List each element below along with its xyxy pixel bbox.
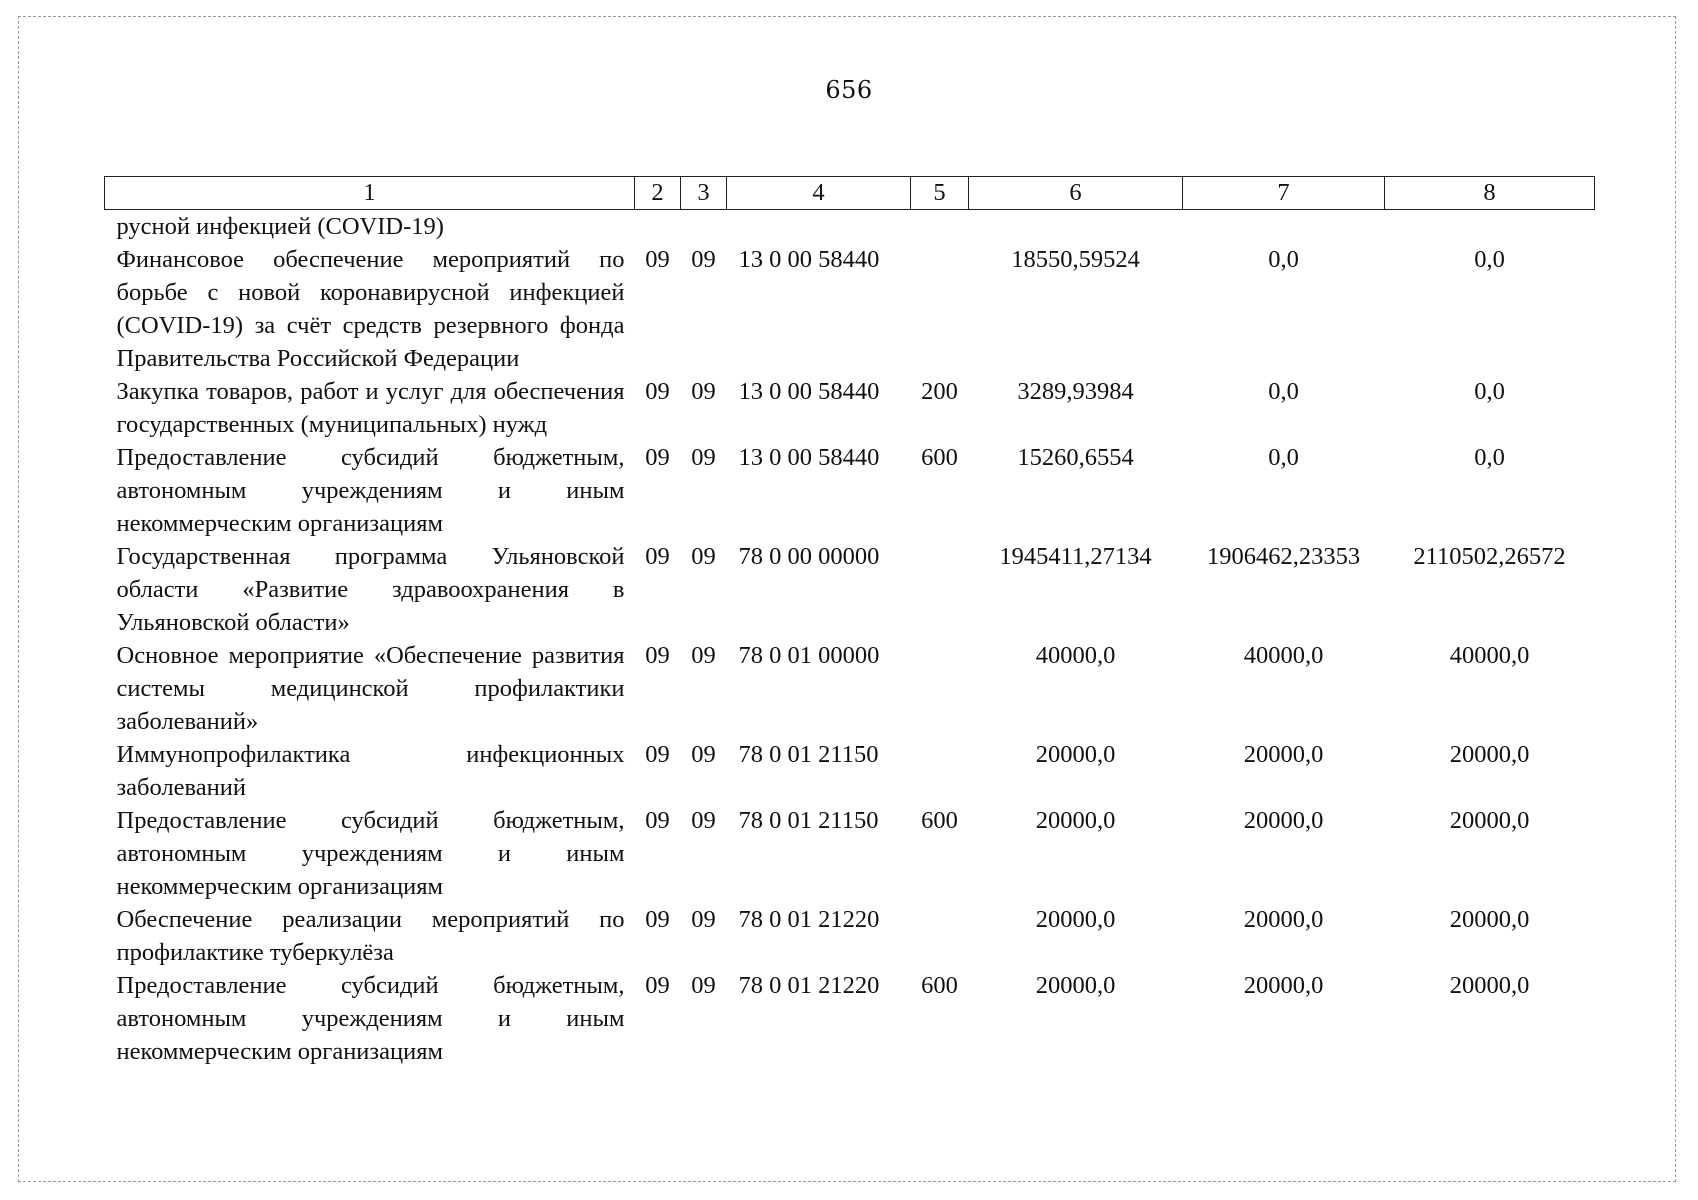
row-target-code: 78 0 01 21150 — [738, 807, 879, 834]
row-expense-type: 200 — [921, 378, 958, 405]
row-section: 09 — [645, 543, 670, 570]
row-target-code: 78 0 01 00000 — [738, 642, 880, 669]
page-number: 656 — [825, 76, 873, 104]
row-amount-6: 40000,0 — [1035, 642, 1116, 669]
row-name: Государственная программа Ульяновской области «Развитие здравоохранения в Ульяновской области» — [116, 543, 625, 636]
column-header-8: 8 — [1385, 177, 1595, 210]
row-name: Предоставление субсидий бюджетным, автономным учреждениям и иным некоммерческим организациям — [116, 444, 625, 537]
continuation-row — [105, 210, 1595, 244]
row-amount-6: 15260,6554 — [1017, 444, 1134, 471]
row-expense-type: 600 — [921, 444, 958, 471]
table-row — [105, 375, 1595, 441]
table-row — [105, 969, 1595, 1068]
table-row — [105, 738, 1595, 804]
column-header-3: 3 — [681, 177, 727, 210]
row-amount-8: 20000,0 — [1449, 741, 1530, 768]
table-row — [105, 441, 1595, 540]
row-amount-8: 2110502,26572 — [1413, 543, 1566, 570]
row-target-code: 78 0 00 00000 — [738, 543, 880, 570]
row-name: Основное мероприятие «Обеспечение развития системы медицинской профилактики заболеваний» — [116, 642, 625, 735]
row-subsection: 09 — [691, 741, 716, 768]
column-header-5: 5 — [911, 177, 969, 210]
row-amount-8: 20000,0 — [1449, 807, 1530, 834]
row-subsection: 09 — [691, 642, 716, 669]
table-row — [105, 540, 1595, 639]
row-subsection: 09 — [691, 543, 716, 570]
row-target-code: 78 0 01 21150 — [738, 741, 879, 768]
row-name: Предоставление субсидий бюджетным, автономным учреждениям и иным некоммерческим организациям — [116, 972, 625, 1065]
row-expense-type — [911, 540, 969, 639]
row-subsection: 09 — [691, 807, 716, 834]
row-section: 09 — [645, 246, 670, 273]
row-amount-8: 40000,0 — [1449, 642, 1530, 669]
row-amount-6: 20000,0 — [1035, 807, 1116, 834]
budget-table — [104, 176, 1595, 1068]
row-name: Предоставление субсидий бюджетным, автономным учреждениям и иным некоммерческим организациям — [116, 807, 625, 900]
table-row — [105, 903, 1595, 969]
row-target-code: 13 0 00 58440 — [738, 378, 880, 405]
row-amount-8: 20000,0 — [1449, 906, 1530, 933]
continuation-text: русной инфекцией (COVID-19) — [116, 213, 444, 240]
row-subsection: 09 — [691, 378, 716, 405]
row-section: 09 — [645, 972, 670, 999]
table-row — [105, 804, 1595, 903]
row-subsection: 09 — [691, 906, 716, 933]
row-section: 09 — [645, 906, 670, 933]
column-header-7: 7 — [1183, 177, 1385, 210]
row-amount-8: 0,0 — [1474, 444, 1505, 471]
table-row — [105, 639, 1595, 738]
header-row — [105, 177, 1595, 210]
row-subsection: 09 — [691, 972, 716, 999]
row-expense-type: 600 — [921, 972, 958, 999]
table-row — [105, 243, 1595, 375]
row-amount-6: 20000,0 — [1035, 741, 1116, 768]
column-header-4: 4 — [727, 177, 911, 210]
row-section: 09 — [645, 741, 670, 768]
row-target-code: 78 0 01 21220 — [738, 972, 880, 999]
row-subsection: 09 — [691, 444, 716, 471]
row-amount-6: 20000,0 — [1035, 972, 1116, 999]
row-section: 09 — [645, 807, 670, 834]
row-expense-type: 600 — [921, 807, 958, 834]
row-section: 09 — [645, 642, 670, 669]
row-section: 09 — [645, 444, 670, 471]
row-amount-6: 3289,93984 — [1017, 378, 1134, 405]
column-header-1: 1 — [105, 177, 635, 210]
row-name: Закупка товаров, работ и услуг для обеспечения государственных (муниципальных) нужд — [116, 378, 625, 438]
row-target-code: 13 0 00 58440 — [738, 246, 880, 273]
row-subsection: 09 — [691, 246, 716, 273]
row-amount-6: 20000,0 — [1035, 906, 1116, 933]
row-amount-7: 0,0 — [1268, 444, 1299, 471]
row-amount-8: 20000,0 — [1449, 972, 1530, 999]
row-amount-7: 20000,0 — [1243, 972, 1324, 999]
row-amount-7: 40000,0 — [1243, 642, 1324, 669]
row-amount-7: 20000,0 — [1243, 906, 1324, 933]
row-amount-6: 18550,59524 — [1011, 246, 1140, 273]
row-amount-7: 0,0 — [1268, 246, 1299, 273]
row-amount-7: 0,0 — [1268, 378, 1299, 405]
row-target-code: 78 0 01 21220 — [738, 906, 880, 933]
row-expense-type — [911, 639, 969, 738]
row-section: 09 — [645, 378, 670, 405]
row-expense-type — [911, 738, 969, 804]
row-amount-6: 1945411,27134 — [999, 543, 1152, 570]
row-expense-type — [911, 903, 969, 969]
row-amount-8: 0,0 — [1474, 246, 1505, 273]
row-amount-7: 20000,0 — [1243, 741, 1324, 768]
row-name: Иммунопрофилактика инфекционных заболеваний — [116, 741, 625, 801]
row-amount-8: 0,0 — [1474, 378, 1505, 405]
column-header-6: 6 — [969, 177, 1183, 210]
row-expense-type — [911, 243, 969, 375]
row-name: Финансовое обеспечение мероприятий по борьбе с новой коронавирусной инфекцией (COVID-19) за счёт средств резервного фонда Правительства Российской Федерации — [116, 246, 625, 372]
row-amount-7: 1906462,23353 — [1206, 543, 1361, 570]
row-target-code: 13 0 00 58440 — [738, 444, 880, 471]
row-name: Обеспечение реализации мероприятий по профилактике туберкулёза — [116, 906, 625, 966]
row-amount-7: 20000,0 — [1243, 807, 1324, 834]
column-header-2: 2 — [635, 177, 681, 210]
